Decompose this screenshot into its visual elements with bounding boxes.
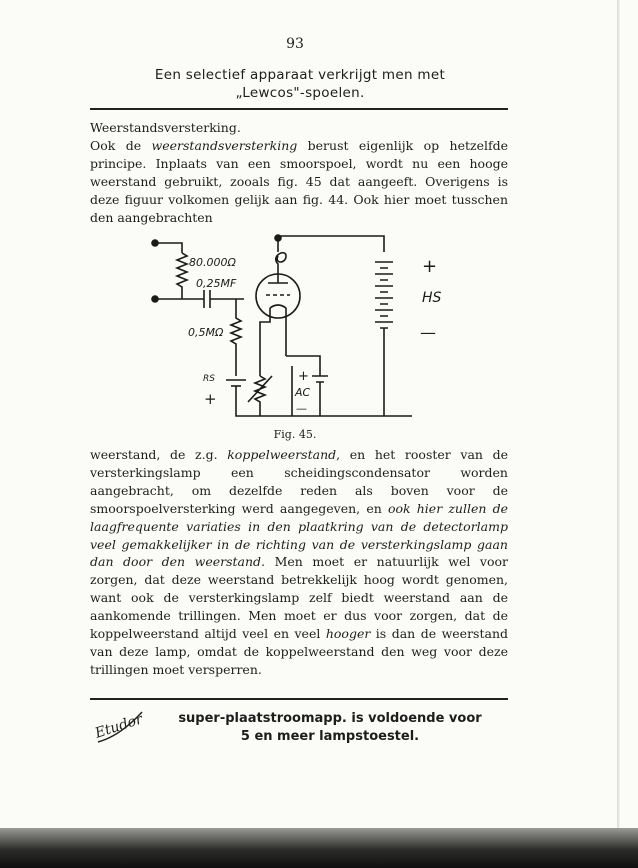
section-heading: Weerstandsversterking. (90, 120, 241, 135)
text-run: weerstand, de z.g. (90, 447, 228, 462)
page-number: 93 (286, 36, 304, 52)
text-run: , en het rooster van de versterkingslamp een scheidingscondensator worden aangebracht, om dezelfde reden als boven voor de smoorspoelversterking werd aangegeven, en (90, 447, 508, 516)
italic-run: weerstandsversterking (151, 138, 298, 153)
wire (278, 236, 384, 252)
wire (236, 386, 412, 416)
label-80k: 80.000Ω (189, 256, 236, 269)
text-run: is dan de weerstand van deze lamp, omdat de koppelweerstand den weg voor deze trillingen moet versperren. (90, 626, 508, 677)
paragraph-1 (90, 137, 508, 227)
valve-filament (270, 305, 286, 308)
label-hs-plus: + (422, 256, 438, 277)
header-line-1: Een selectief apparaat verkrijgt men met (154, 67, 446, 83)
label-025mf: 0,25MF (196, 277, 237, 290)
text-run: berust eigenlijk op hetzelfde principe. Inplaats van een smoorspoel, wordt nu een hooge weerstand gebruikt, zooals fig. 45 dat aangeeft. Overigens is deze figuur volkomen gelijk aan fig. 44. Ook hier moet tusschen den aangebrachten (90, 138, 508, 225)
italic-run: koppelweerstand (227, 447, 337, 462)
label-ac: AC (295, 386, 311, 399)
rheostat-arrow (248, 376, 272, 402)
circuit-diagram (140, 226, 460, 426)
battery-hs (375, 262, 393, 328)
italic-run: ook hier zullen de laagfrequente variaties in den plaatkring van de detectorlamp veel gemakkelijker in de richting van de versterkingslamp gaan dan door den weerstand (90, 500, 508, 570)
label-hs: HS (422, 290, 442, 306)
logo-text: Etudor (93, 711, 145, 742)
etudor-logo (90, 702, 150, 750)
label-ac-plus: + (298, 369, 309, 384)
figure-caption: Fig. 45. (273, 428, 317, 441)
paragraph-2 (90, 446, 508, 679)
label-rs: RS (203, 374, 215, 384)
header-rule (90, 108, 508, 110)
scan-bottom-shadow (0, 828, 638, 868)
text-run: . Men moet er natuurlijk wel voor zorgen, dat deze weerstand betrekkelijk hoog wordt genomen, want ook de versterkingslamp zelf biedt weerstand aan de aankomende trillingen. Men moet er dus voor zorgen, dat de koppelweerstand altijd veel en veel (90, 554, 508, 642)
header-line-2: „Lewcos"-spoelen. (235, 85, 365, 101)
resistor-05m (231, 299, 241, 376)
anode-coil (276, 253, 286, 274)
wire (155, 243, 182, 253)
rheostat (255, 376, 265, 416)
page-header (90, 66, 510, 102)
label-hs-minus: — (420, 323, 436, 342)
capacitor-025mf (204, 290, 210, 308)
text-run: Ook de (90, 138, 152, 153)
label-05m: 0,5MΩ (188, 326, 224, 339)
footer-line-1: super-plaatstroomapp. is voldoende voor (178, 711, 482, 726)
page-edge (617, 0, 620, 868)
footer-advert (150, 710, 510, 746)
footer-rule (90, 698, 508, 700)
label-ac-minus: — (296, 402, 307, 415)
italic-run: hooger (325, 626, 371, 642)
terminal-dot (275, 235, 281, 241)
resistor-80k (177, 253, 187, 299)
footer-line-2: 5 en meer lampstoestel. (240, 729, 420, 744)
label-rs-plus: + (204, 390, 217, 408)
